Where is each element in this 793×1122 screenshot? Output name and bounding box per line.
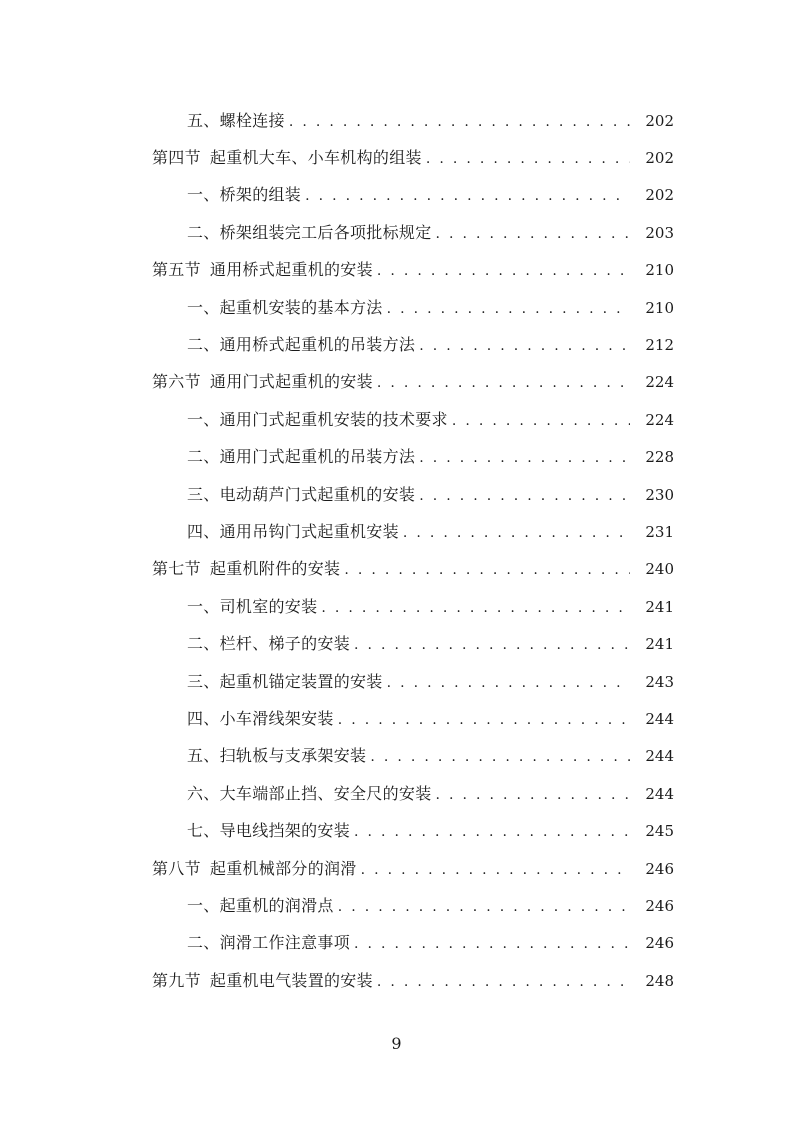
toc-entry-text: 栏杆、梯子的安装 bbox=[219, 634, 351, 654]
toc-subsection-row bbox=[0, 476, 793, 513]
toc-entry-title bbox=[187, 709, 334, 729]
toc-subsection-row bbox=[0, 738, 793, 775]
toc-entry-title bbox=[187, 223, 432, 243]
toc-entry-title bbox=[187, 185, 301, 205]
toc-subsection-row bbox=[0, 289, 793, 326]
toc-entry-number: 二、 bbox=[187, 335, 220, 355]
toc-entry-page: 245 bbox=[645, 822, 674, 841]
toc-entry-page: 246 bbox=[645, 859, 674, 878]
toc-dot-leader bbox=[338, 710, 630, 730]
toc-entry-page: 228 bbox=[645, 448, 674, 467]
toc-dot-leader bbox=[377, 972, 630, 992]
toc-entry-title bbox=[187, 746, 366, 766]
toc-entry-number: 六、 bbox=[187, 783, 220, 803]
toc-dot-leader bbox=[370, 747, 630, 767]
toc-subsection-row bbox=[0, 887, 793, 924]
toc-entry-page: 246 bbox=[645, 934, 674, 953]
toc-entry-text: 起重机械部分的润滑 bbox=[209, 858, 357, 878]
toc-dot-leader bbox=[305, 186, 630, 206]
table-of-contents bbox=[0, 102, 793, 999]
toc-entry-title bbox=[152, 372, 373, 392]
toc-dot-leader bbox=[354, 822, 630, 842]
toc-dot-leader bbox=[436, 224, 630, 244]
toc-entry-page: 212 bbox=[645, 336, 674, 355]
toc-entry-page: 244 bbox=[645, 709, 674, 728]
toc-entry-page: 203 bbox=[645, 223, 674, 242]
toc-entry-title bbox=[187, 410, 448, 430]
toc-dot-leader bbox=[419, 448, 630, 468]
toc-entry-page: 230 bbox=[645, 485, 674, 504]
toc-entry-page: 202 bbox=[645, 186, 674, 205]
toc-section-row bbox=[0, 252, 793, 289]
toc-entry-text: 螺栓连接 bbox=[219, 110, 285, 130]
toc-entry-number: 七、 bbox=[187, 821, 220, 841]
toc-entry-page: 244 bbox=[645, 784, 674, 803]
toc-dot-leader bbox=[377, 261, 630, 281]
toc-entry-text: 扫轨板与支承架安装 bbox=[219, 746, 367, 766]
toc-entry-number: 四、 bbox=[187, 708, 220, 728]
toc-subsection-row bbox=[0, 326, 793, 363]
toc-entry-text: 起重机锚定装置的安装 bbox=[219, 671, 383, 691]
toc-subsection-row bbox=[0, 700, 793, 737]
toc-entry-text: 通用桥式起重机的安装 bbox=[209, 260, 373, 280]
toc-entry-title bbox=[152, 971, 373, 991]
toc-entry-page: 202 bbox=[645, 149, 674, 168]
toc-section-row bbox=[0, 850, 793, 887]
toc-entry-title bbox=[152, 859, 357, 879]
toc-entry-title bbox=[187, 335, 415, 355]
toc-entry-title bbox=[187, 485, 415, 505]
toc-entry-number: 一、 bbox=[187, 895, 220, 915]
toc-entry-number: 第六节 bbox=[152, 372, 201, 392]
toc-entry-number: 二、 bbox=[187, 222, 220, 242]
toc-entry-page: 241 bbox=[645, 597, 674, 616]
toc-entry-page: 244 bbox=[645, 747, 674, 766]
toc-entry-text: 通用吊钩门式起重机安装 bbox=[219, 521, 399, 541]
toc-entry-page: 246 bbox=[645, 896, 674, 915]
toc-entry-number: 三、 bbox=[187, 671, 220, 691]
toc-dot-leader bbox=[354, 635, 630, 655]
toc-dot-leader bbox=[436, 785, 630, 805]
toc-entry-title bbox=[187, 821, 350, 841]
toc-entry-title bbox=[187, 447, 415, 467]
page-number: 9 bbox=[391, 1034, 402, 1053]
toc-entry-number: 二、 bbox=[187, 447, 220, 467]
toc-entry-text: 通用门式起重机安装的技术要求 bbox=[219, 409, 448, 429]
toc-dot-leader bbox=[426, 149, 630, 169]
toc-subsection-row bbox=[0, 177, 793, 214]
toc-entry-text: 大车端部止挡、安全尺的安装 bbox=[219, 783, 432, 803]
toc-section-row bbox=[0, 364, 793, 401]
toc-subsection-row bbox=[0, 588, 793, 625]
toc-entry-text: 通用门式起重机的安装 bbox=[209, 372, 373, 392]
toc-entry-number: 一、 bbox=[187, 596, 220, 616]
toc-entry-number: 一、 bbox=[187, 297, 220, 317]
toc-entry-title bbox=[187, 111, 285, 131]
toc-entry-text: 导电线挡架的安装 bbox=[219, 821, 351, 841]
toc-dot-leader bbox=[452, 411, 630, 431]
toc-entry-text: 小车滑线架安装 bbox=[219, 708, 334, 728]
toc-entry-title bbox=[152, 559, 340, 579]
toc-subsection-row bbox=[0, 925, 793, 962]
toc-dot-leader bbox=[321, 598, 630, 618]
toc-entry-page: 210 bbox=[645, 261, 674, 280]
toc-subsection-row bbox=[0, 102, 793, 139]
toc-entry-page: 243 bbox=[645, 672, 674, 691]
toc-entry-title bbox=[187, 597, 317, 617]
toc-entry-page: 248 bbox=[645, 971, 674, 990]
toc-entry-number: 一、 bbox=[187, 185, 220, 205]
toc-dot-leader bbox=[419, 336, 630, 356]
toc-entry-number: 三、 bbox=[187, 484, 220, 504]
toc-subsection-row bbox=[0, 513, 793, 550]
toc-entry-text: 起重机安装的基本方法 bbox=[219, 297, 383, 317]
toc-entry-title bbox=[187, 522, 399, 542]
toc-entry-page: 240 bbox=[645, 560, 674, 579]
toc-subsection-row bbox=[0, 625, 793, 662]
toc-entry-text: 起重机附件的安装 bbox=[209, 559, 341, 579]
toc-entry-page: 202 bbox=[645, 111, 674, 130]
toc-entry-number: 一、 bbox=[187, 409, 220, 429]
toc-entry-number: 五、 bbox=[187, 746, 220, 766]
toc-entry-number: 第八节 bbox=[152, 858, 201, 878]
toc-entry-page: 210 bbox=[645, 298, 674, 317]
toc-entry-title bbox=[152, 260, 373, 280]
toc-entry-number: 五、 bbox=[187, 110, 220, 130]
toc-entry-title bbox=[187, 784, 432, 804]
toc-subsection-row bbox=[0, 401, 793, 438]
toc-subsection-row bbox=[0, 439, 793, 476]
toc-entry-page: 231 bbox=[645, 522, 674, 541]
toc-entry-page: 224 bbox=[645, 373, 674, 392]
toc-entry-number: 二、 bbox=[187, 933, 220, 953]
toc-entry-title bbox=[187, 298, 383, 318]
toc-section-row bbox=[0, 551, 793, 588]
toc-section-row bbox=[0, 962, 793, 999]
toc-subsection-row bbox=[0, 775, 793, 812]
toc-dot-leader bbox=[361, 860, 630, 880]
toc-entry-number: 第九节 bbox=[152, 970, 201, 990]
toc-entry-title bbox=[187, 933, 350, 953]
toc-dot-leader bbox=[387, 673, 630, 693]
toc-dot-leader bbox=[377, 373, 630, 393]
toc-entry-title bbox=[187, 896, 334, 916]
toc-entry-text: 起重机电气装置的安装 bbox=[209, 970, 373, 990]
toc-entry-text: 润滑工作注意事项 bbox=[219, 933, 351, 953]
toc-dot-leader bbox=[289, 112, 630, 132]
toc-dot-leader bbox=[387, 299, 630, 319]
toc-entry-number: 四、 bbox=[187, 521, 220, 541]
toc-entry-text: 司机室的安装 bbox=[219, 596, 318, 616]
toc-entry-page: 224 bbox=[645, 410, 674, 429]
toc-subsection-row bbox=[0, 812, 793, 849]
toc-dot-leader bbox=[419, 486, 630, 506]
toc-entry-text: 桥架组装完工后各项批标规定 bbox=[219, 222, 432, 242]
toc-entry-text: 电动葫芦门式起重机的安装 bbox=[219, 484, 416, 504]
toc-entry-text: 起重机的润滑点 bbox=[219, 895, 334, 915]
toc-subsection-row bbox=[0, 214, 793, 251]
toc-dot-leader bbox=[344, 560, 630, 580]
toc-entry-title bbox=[187, 634, 350, 654]
toc-entry-title bbox=[187, 672, 383, 692]
toc-entry-text: 通用门式起重机的吊装方法 bbox=[219, 447, 416, 467]
toc-entry-page: 241 bbox=[645, 635, 674, 654]
toc-entry-number: 第四节 bbox=[152, 148, 201, 168]
toc-entry-number: 第七节 bbox=[152, 559, 201, 579]
toc-entry-title bbox=[152, 148, 422, 168]
toc-entry-text: 通用桥式起重机的吊装方法 bbox=[219, 335, 416, 355]
toc-entry-text: 起重机大车、小车机构的组装 bbox=[209, 148, 422, 168]
toc-subsection-row bbox=[0, 663, 793, 700]
toc-entry-number: 第五节 bbox=[152, 260, 201, 280]
toc-entry-text: 桥架的组装 bbox=[219, 185, 302, 205]
toc-dot-leader bbox=[338, 897, 630, 917]
toc-entry-number: 二、 bbox=[187, 634, 220, 654]
toc-dot-leader bbox=[403, 523, 630, 543]
toc-section-row bbox=[0, 139, 793, 176]
toc-dot-leader bbox=[354, 934, 630, 954]
